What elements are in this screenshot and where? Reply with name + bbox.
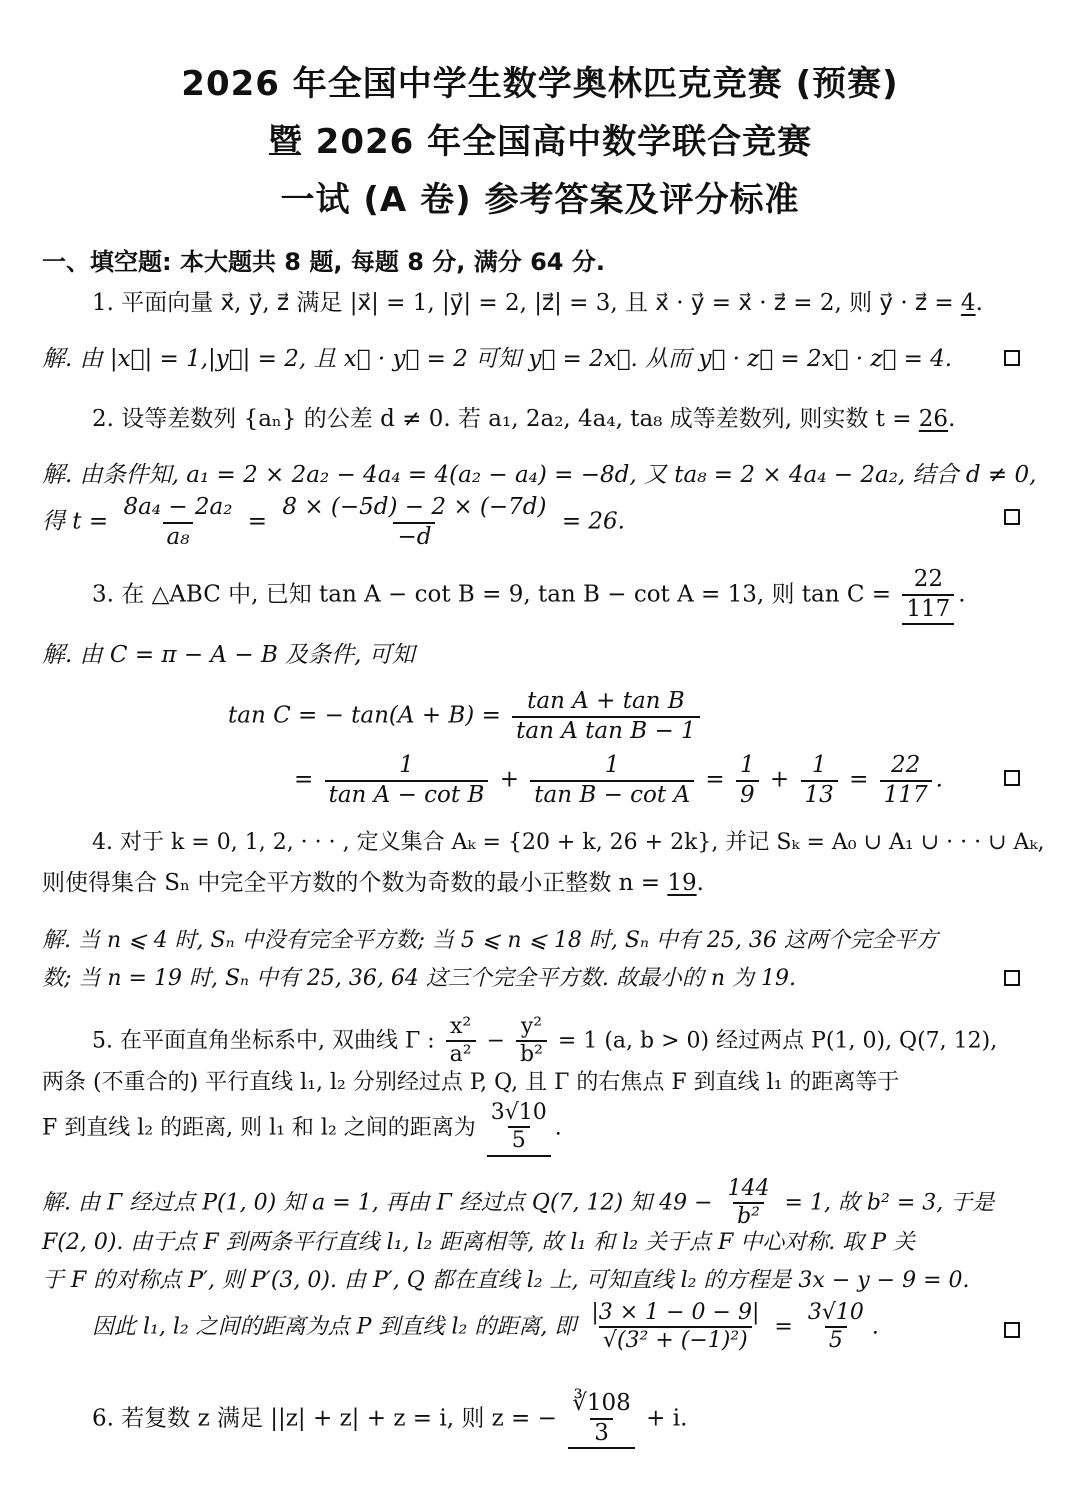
solution-5-line-4: 因此 l₁, l₂ 之间的距离为点 P 到直线 l₂ 的距离, 即 $\frac{|3 \times 1 - 0 - 9|}{\text{√(3² + (−1)²)}}$ = $\frac{3√10}{5}$ .: [92, 1300, 879, 1354]
answer-2: 26: [918, 406, 949, 432]
solution-3-row-2: = $\frac{1}{\text{tan A − cot B}}$ + $\frac{1}{\text{tan B − cot A}}$ = $\frac{1}{9}$ + $\frac{1}{13}$ = $\frac{22}{117}$ .: [294, 752, 943, 808]
question-4-line-2: 则使得集合 Sₙ 中完全平方数的个数为奇数的最小正整数 n = 19.: [42, 870, 704, 896]
qed-box: [1004, 970, 1020, 986]
answer-6: $\frac{∛108}{3}$: [568, 1390, 635, 1449]
question-4-line-1: 4. 对于 k = 0, 1, 2, · · · , 定义集合 Aₖ = {20 + k, 26 + 2k}, 并记 Sₖ = A₀ ∪ A₁ ∪ · · · ∪ Aₖ,: [92, 830, 1045, 855]
solution-5-line-3: 于 F 的对称点 P′, 则 P′(3, 0). 由 P′, Q 都在直线 l₂ 上, 可知直线 l₂ 的方程是 3x − y − 9 = 0.: [42, 1268, 970, 1293]
solution-4-line-1: 解. 当 n ⩽ 4 时, Sₙ 中没有完全平方数; 当 5 ⩽ n ⩽ 18 时, Sₙ 中有 25, 36 这两个完全平方: [42, 928, 938, 953]
solution-2-line-1: 解. 由条件知, a₁ = 2 × 2a₂ − 4a₄ = 4(a₂ − a₄) = −8d, 又 ta₈ = 2 × 4a₄ − 2a₂, 结合 d ≠ 0,: [42, 462, 1037, 488]
question-2: 2. 设等差数列 {aₙ} 的公差 d ≠ 0. 若 a₁, 2a₂, 4a₄, ta₈ 成等差数列, 则实数 t = 26.: [92, 406, 956, 432]
solution-5-line-1: 解. 由 Γ 经过点 P(1, 0) 知 a = 1, 再由 Γ 经过点 Q(7, 12) 知 49 − $\frac{144}{\text{b²}}$ = 1, 故 b² = 3, 于是: [42, 1176, 995, 1230]
solution-1: 解. 由 |x⃗| = 1,|y⃗| = 2, 且 x⃗ · y⃗ = 2 可知 y⃗ = 2x⃗. 从而 y⃗ · z⃗ = 2x⃗ · z⃗ = 4.: [42, 346, 953, 372]
solution-5-line-2: F(2, 0). 由于点 F 到两条平行直线 l₁, l₂ 距离相等, 故 l₁ 和 l₂ 关于点 F 中心对称. 取 P 关: [42, 1230, 916, 1255]
title-line-1: 2026 年全国中学生数学奥林匹克竞赛 (预赛): [181, 64, 899, 104]
solution-3-row-1: tan C = − tan(A + B) = $\frac{\text{tan A + tan B}}{\text{tan A tan B − 1}}$: [228, 688, 704, 745]
solution-3-intro: 解. 由 C = π − A − B 及条件, 可知: [42, 642, 415, 668]
question-5-line-2: 两条 (不重合的) 平行直线 l₁, l₂ 分别经过点 P, Q, 且 Γ 的右焦点 F 到直线 l₁ 的距离等于: [42, 1070, 900, 1095]
section-heading: 一、填空题: 本大题共 8 题, 每题 8 分, 满分 64 分.: [42, 248, 605, 276]
answer-1: 4: [960, 290, 976, 316]
question-1: 1. 平面向量 x⃗, y⃗, z⃗ 满足 |x⃗| = 1, |y⃗| = 2, |z⃗| = 3, 且 x⃗ · y⃗ = x⃗ · z⃗ = 2, 则 y⃗ · z⃗ = 4.: [92, 290, 983, 316]
title-line-2: 暨 2026 年全国高中数学联合竞赛: [267, 122, 813, 162]
qed-box: [1004, 350, 1020, 366]
question-3: 3. 在 △ABC 中, 已知 tan A − cot B = 9, tan B − cot A = 13, 则 tan C = $\frac{22}{117}$ .: [92, 566, 966, 625]
qed-box: [1004, 1322, 1020, 1338]
solution-4-line-2: 数; 当 n = 19 时, Sₙ 中有 25, 36, 64 这三个完全平方数. 故最小的 n 为 19.: [42, 966, 797, 991]
question-5-line-1: 5. 在平面直角坐标系中, 双曲线 Γ : $\frac{\text{x²}}{\text{a²}}$ − $\frac{\text{y²}}{\text{b²}}$ = 1 (a, b > 0) 经过两点 P(1, 0), Q(7, 12),: [92, 1014, 998, 1068]
question-6: 6. 若复数 z 满足 ||z| + z| + z = i, 则 z = − $\frac{∛108}{3}$ + i.: [92, 1390, 687, 1449]
title-line-3: 一试 (A 卷) 参考答案及评分标准: [280, 180, 800, 220]
solution-2-line-2: 得 t = $\frac{\text{8a₄ − 2a₂}}{\text{a₈}}$ = $\frac{8 \times (-5d) - 2 \times (-7d)}{-d}$ = 26.: [42, 494, 625, 550]
answer-3: $\frac{22}{117}$: [902, 566, 954, 625]
answer-4: 19: [667, 870, 697, 896]
answer-5: $\frac{3√10}{5}$: [487, 1100, 551, 1157]
qed-box: [1004, 509, 1020, 525]
qed-box: [1004, 770, 1020, 786]
question-5-line-3: F 到直线 l₂ 的距离, 则 l₁ 和 l₂ 之间的距离为 $\frac{3√10}{5}$ .: [42, 1100, 562, 1157]
